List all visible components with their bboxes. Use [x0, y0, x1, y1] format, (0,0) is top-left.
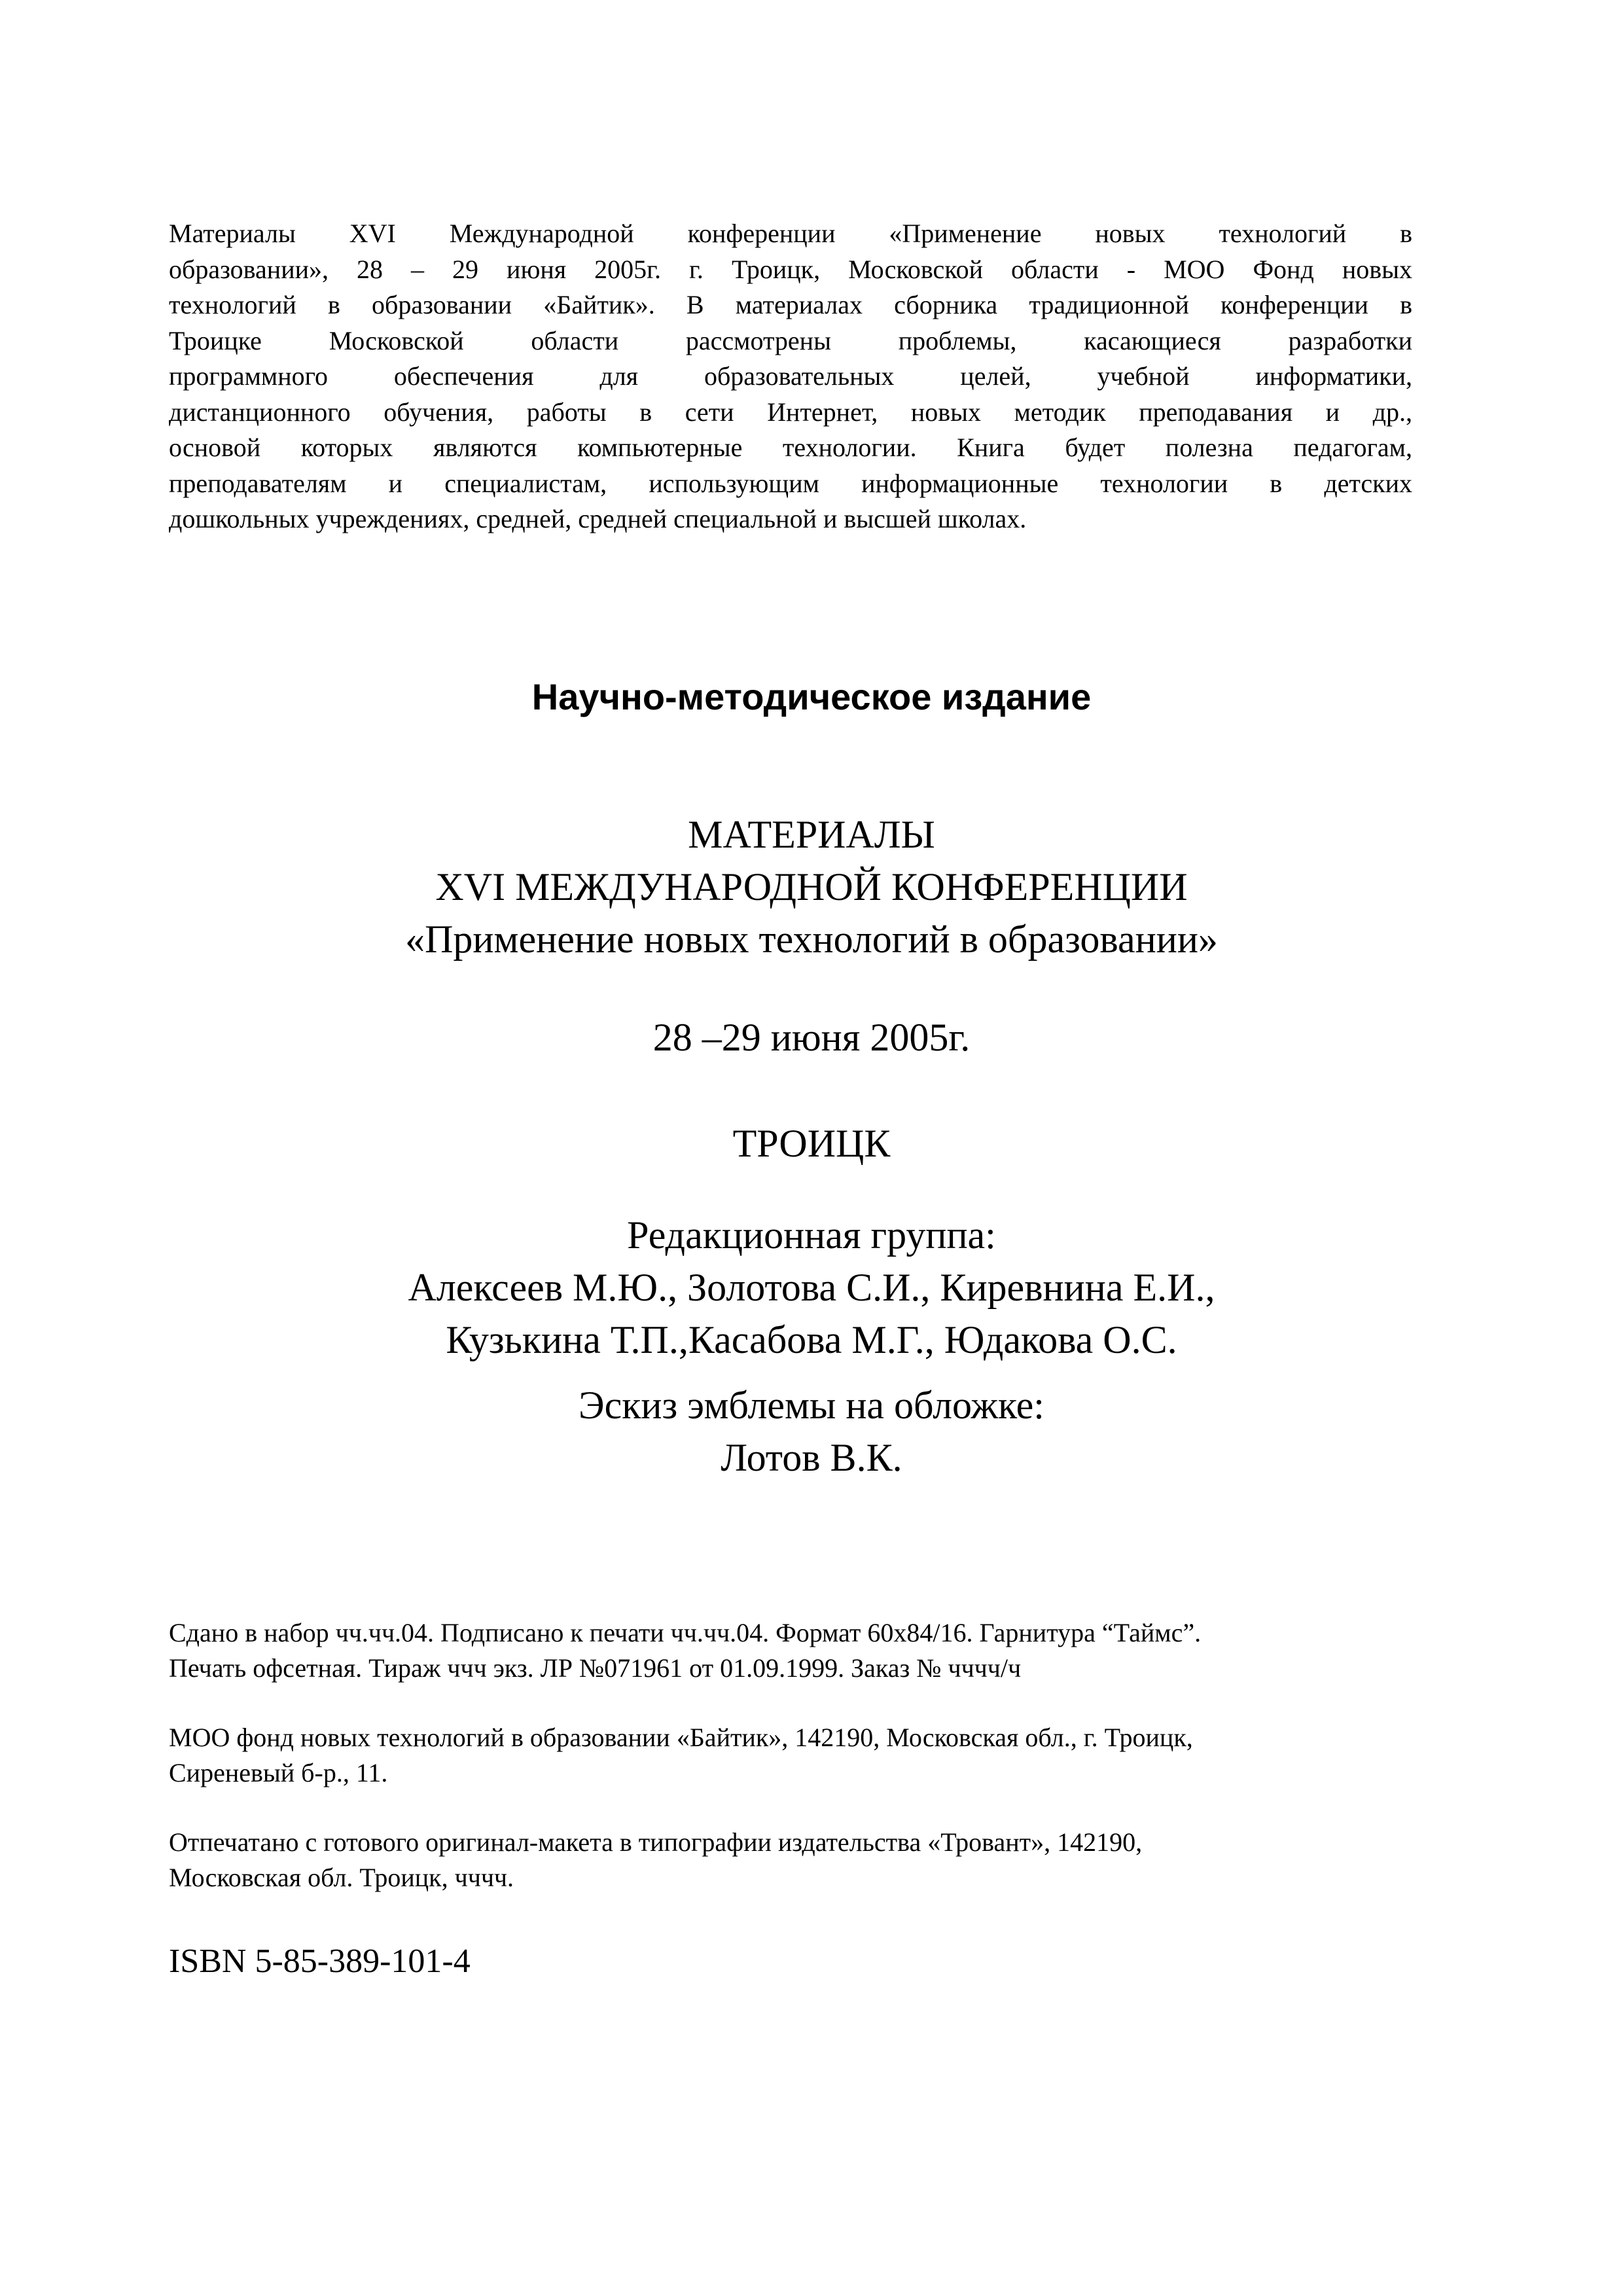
imprint-line: Сиреневый б-р., 11.	[169, 1758, 388, 1787]
imprint-line: Отпечатано с готового оригинал-макета в типографии издательства «Тровант», 142190,	[169, 1827, 1143, 1857]
conference-dates: 28 –29 июня 2005г.	[652, 1016, 971, 1059]
editorial-members: Алексеев М.Ю., Золотова С.И., Киревнина Е.И.,	[408, 1266, 1215, 1309]
emblem-label: Эскиз эмблемы на обложке:	[579, 1384, 1044, 1427]
abstract-line: программного обеспечения для образовательных целей, учебной информатики,	[169, 361, 1412, 391]
emblem-author: Лотов В.К.	[721, 1436, 902, 1479]
conference-title	[0, 808, 1623, 965]
abstract-line: Троицке Московской области рассмотрены проблемы, касающиеся разработки	[169, 325, 1412, 355]
publisher-details	[169, 1720, 1452, 1791]
printing-details	[169, 1615, 1452, 1686]
abstract-line: преподавателям и специалистам, использующим информационные технологии в детских	[169, 468, 1412, 498]
emblem-credit	[0, 1379, 1623, 1484]
abstract-line: дистанционного обучения, работы в сети Интернет, новых методик преподавания и др.,	[169, 397, 1412, 427]
imprint-line: МОО фонд новых технологий в образовании «Байтик», 142190, Московская обл., г. Троицк,	[169, 1723, 1193, 1752]
title-line: XVI МЕЖДУНАРОДНОЙ КОНФЕРЕНЦИИ	[435, 865, 1188, 908]
printer-details	[169, 1825, 1452, 1895]
isbn-number: ISBN 5-85-389-101-4	[169, 1943, 471, 1980]
title-line: МАТЕРИАЛЫ	[688, 813, 935, 856]
imprint-line: Печать офсетная. Тираж ччч экз. ЛР №071961 от 01.09.1999. Заказ № чччч/ч	[169, 1653, 1022, 1683]
editorial-label: Редакционная группа:	[627, 1213, 996, 1257]
editorial-members: Кузькина Т.П.,Касабова М.Г., Юдакова О.С.	[446, 1318, 1177, 1361]
abstract-paragraph	[169, 216, 1412, 537]
imprint-line: Сдано в набор чч.чч.04. Подписано к печати чч.чч.04. Формат 60х84/16. Гарнитура “Таймс”.	[169, 1618, 1202, 1647]
imprint-line: Московская обл. Троицк, чччч.	[169, 1863, 514, 1892]
abstract-line: технологий в образовании «Байтик». В материалах сборника традиционной конференции в	[169, 290, 1412, 319]
city-name: ТРОИЦК	[732, 1122, 891, 1165]
abstract-line: Материалы XVI Международной конференции «Применение новых технологий в	[169, 219, 1412, 248]
title-line: «Применение новых технологий в образовании»	[405, 918, 1218, 961]
abstract-line: основой которых являются компьютерные технологии. Книга будет полезна педагогам,	[169, 433, 1412, 462]
abstract-line: образовании», 28 – 29 июня 2005г. г. Троицк, Московской области - МОО Фонд новых	[169, 254, 1412, 284]
edition-type-heading: Научно-методическое издание	[531, 676, 1092, 717]
abstract-line: дошкольных учреждениях, средней, средней специальной и высшей школах.	[169, 504, 1027, 533]
editorial-group	[0, 1209, 1623, 1366]
